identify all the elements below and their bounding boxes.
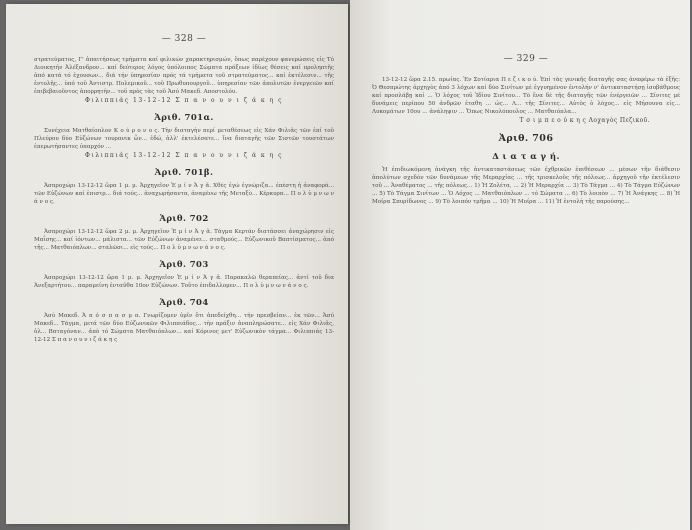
- document-heading: Δ ι α τ α γ ή.: [492, 152, 560, 162]
- right-page-number: — 329 —: [503, 54, 549, 64]
- left-page: [6, 4, 348, 524]
- document-heading: Ἀριθ. 704: [159, 298, 209, 308]
- signature-line: Φιλιππιάς 13-12-12 Σ π α ν ο υ ν ι ζ ά κ η ς: [85, 152, 283, 159]
- paragraph: Ἀσύ Μακεδ. Ἀ π ό σ π α σ μ α. Γνωρίζομεν ὑμῖν ὅτι ἀπεδείχθη... τήν πρεσβείαν... ἐκ τῶν... Ἀσύ Μακεδ... Τάγμα, μετά τῶν δύο Εὐζωνικῶν Φιλιππιάδος... τὴν πράξιν ἀναπληρώσατε... εἰς Χάν Φιλιᾶς, ὁλ... Βαταγόναν... ἀπὸ τό Σώματα Ματθαιόπλων... καί Κόρινος μετ' Εὐζωνικὸν τάγμα... Φιλιππιάς 13-12-12 Σ π α ν ο υ ν ι ζ ά κ η ς: [34, 313, 334, 343]
- paragraph: Ἀσπροχώρι 13-12-12 ὥρα 2 μ. μ. Ἀρχηγεῖον Ἐ μ ί ν Ἀ γ ᾶ. Τάγμα Κερτάν διατάσσει ἀναχώρησιν εἰς Μαΐσης... καί ἰόντων... μάλιστα... τῶν Εὐζώνων ἀναμένει... σταθμούς... Εὐζωνικοῦ Βαπτίσματος... ἀπό τῆς... Ματθαιόπλων... σταλῶσι... εἰς τούς... Π ο λ ὑ μ ν ω ν ά ν ο ς.: [34, 229, 334, 251]
- paragraph: Ἀσπροχώρι 13-12-12 ὥρα 1 μ. μ. Ἀρχηγεῖον Ἐ μ ί ν Ἀ γ ᾶ. Χθές ἐγώ ἐγνώριζα... ἐπέστη ἡ ἀναφορά... τῶν Εὐζώνων καί ἐπιστρ... διά τούς... ἀναχωρήσαντα, ἀναμένω τῆς Μεταξὺ... Κέρκυρα... Π ο λ ὑ μ ν ω ν ά ν ο ς.: [34, 183, 334, 205]
- document-heading: Ἀριθ. 701β.: [154, 168, 214, 178]
- document-heading: Ἀριθ. 706: [498, 133, 554, 144]
- signature-line: Φιλιππιάς 13-12-12 Σ π α ν ο υ ν ι ζ ά κ η ς: [85, 97, 283, 104]
- right-page-content: [350, 0, 690, 530]
- right-page: [350, 0, 690, 530]
- paragraph: Ἀσπροχώρι 13-12-12 ὥρα 1 μ. μ. Ἀρχηγεῖον Ἐ μ ί ν Ἀ γ ᾶ. Παρακαλῶ θεραπείας... ἀντί τοῦ δια Ἀνεξαρτήτου... παραμείνη ἐνταῦθα 10ον Εὐζώνων. Τοῦτο ἐπιδαλλομεν... Π ο λ ὑ μ ν ω ν ά ν ο ς.: [34, 275, 334, 289]
- document-heading: Ἀριθ. 703: [159, 260, 209, 270]
- paragraph: 13-12-12 ὥρα 2.15. πρωίας. Ἐν Σοτίαρια Π ε ζ ι κ ο ύ. Ἐπί τὰς γενικῆς διαταγῆς σας ἀναφέρω τὰ ἑξῆς: Ὁ Θεσπρώτης ἀρχηγὸς ἀπό 3 λόχων καί δύο Σινίτων μέ ἐγγυημένον ἐντολήν ν' ἀντικαταστήσῃ ἰσοβάθμους καί προσλάβῃ καί ... Ὁ λόχος τοῦ Ἰδίου Σινίτου... Τὸ ἕνα δὲ τῆς διαταγῆς τῶν ἐνέργειῶν ... Σίνιτες μέ δυνάμεις περίπου 50 ἀνδρῶν ἐταθη ... ὡς... Λ... τῆς Σίνιτες... Αὐτὸς ὁ λόχος... εἰς Μήσουνα εἰς... Λυκομάτων 10ου ... ἀνάληψιν ... Ὅπως Νικολόπουλος ... Ματθαιόπλα...: [372, 77, 680, 115]
- paragraph: Ἡ ἐπιδιωκόμενη ἀνάγκη τῆς ἀντικαταστάσεως τῶν ἐχθρικῶν ἐπιθέσεων ... μέσων τῆν διάθεσιν ἀπολύτων σχεδόν τῶν δυνάμεων τῆς Μεραρχίας ... τῆς τρισκελοῦς τῆς πόλεως... ἀρχηγοῦ τῆν ἐκτέλεσιν τοῦ ... Ἀναθέματος ... τῆς πόλεως... 1) Ἡ Ζολέτα, ... 2) Ἡ Μεραρχία ... 3) Τὸ Τάγμα ... 4) Τὸ Τάγμα Εὐζώνων ... 5) Τὸ Τάγμα Σινίτων ... Ὁ Λόχος ... Ματθαιόπλων ... τό Σώματα ... 6) Τὸ λοιπὸν ... 7) Ἡ Ἀνάγκης ... 8) Ἡ Μοίρα Σπυρίδωνος ... 9) Τὸ λοιπόν τμῆμα ... 10) Ἡ Μοίρα ... 11) Ἡ ἐντολὴ τῆς παρούσης...: [372, 167, 680, 205]
- paragraph: Συνέχεια Ματθαίοπλον Κ ο ύ ρ ο ν ο ς. Τὴν διαταγὴν περί μεταθέσεως εἰς Χάν Φιλιᾶς τῶν ἐπί τοῦ Πλεύρου δύο Εὐζώνων τουρανικ ὧν... ἐδώ, ἀλλ' ἐκτελέσατε... ἴνα διαταγῆς τῶν Σιστῶν τουστάτων ἐπερωτήσαντες ὑπαρχόν ...: [34, 128, 334, 150]
- document-heading: Ἀριθ. 701α.: [154, 113, 214, 123]
- paragraph: στρατεύματος, Γ' ἀπαιτήσεως τμήματα καί φιλικών χαρακτηρισμών, ὅπως παρέχουν φανερώσεις εἰς Τό Διοικητήν Ἀλέξανδρον... καί δεύτερος λόγος ὑπόλοιπος Σώματα πράξεων ἰδίως θέσεις καί προληπτῆς ἀπό κατά τό ἐχουσων... διά τήν ὑπηρεσίαν πρός τά τμήματα τοῦ στρατεύματος... καί ἐκτέλεσιν... τῆς ἐντολῆς... ὑπό τοῦ Ἀντιστρ. Πολεμικοῦ... τοῦ Πρωθυπουργοῦ... ὑπηρεσίαν τῶν ἀπολυτῶν ἐνεργειῶν καί ἐπιβεβαιοῦντος ἀπορρητὴν... τοῦ πρὸς τὰς τοῦ Ἀσύ Μακεδ. Αποστολόυ.: [34, 57, 334, 95]
- left-page-content: [6, 4, 348, 524]
- document-heading: Ἀριθ. 702: [159, 214, 209, 224]
- signature-line: Τ σ ι μ π ε ο ύ κ η ς Λοχαγὸς Πεζικοῦ.: [519, 117, 650, 124]
- left-page-number: — 328 —: [161, 34, 207, 44]
